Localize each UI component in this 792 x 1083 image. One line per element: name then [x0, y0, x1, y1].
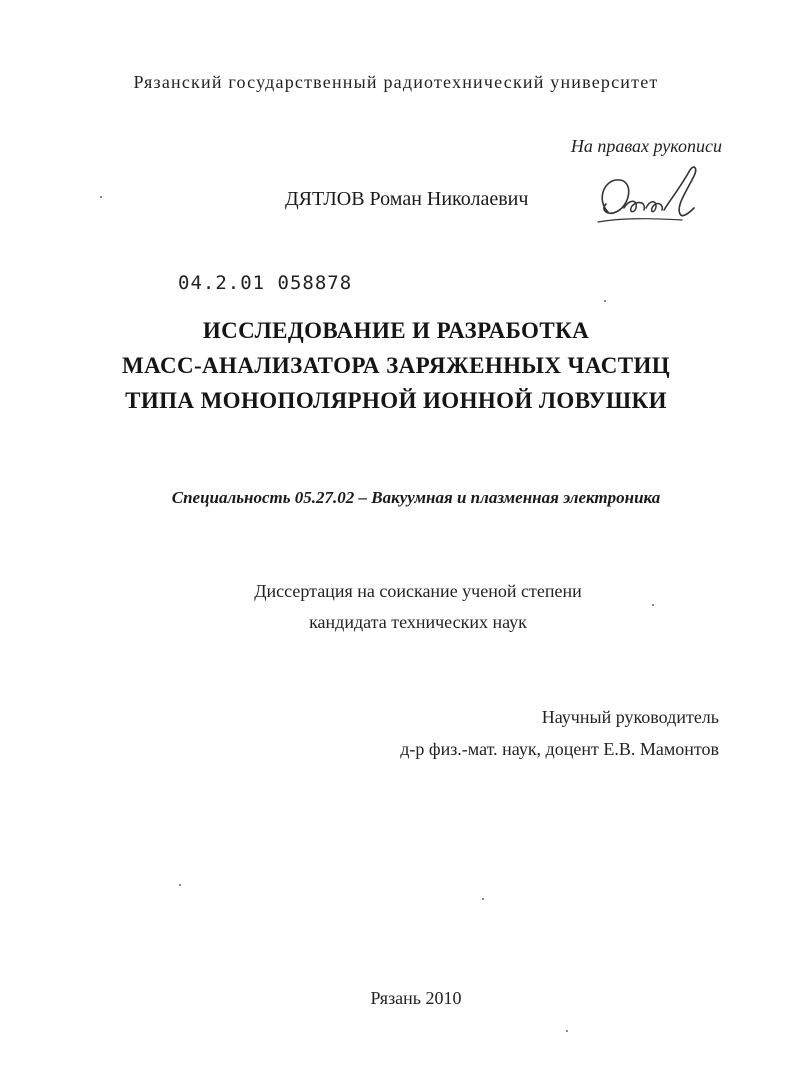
dissertation-line-1: Диссертация на соискание ученой степени — [254, 581, 582, 601]
title-line-2: МАСС-АНАЛИЗАТОРА ЗАРЯЖЕННЫХ ЧАСТИЦ — [121, 353, 671, 378]
scan-speck — [566, 1030, 568, 1032]
city-year: Рязань 2010 — [370, 988, 462, 1008]
rights-notice: На правах рукописи — [570, 136, 722, 156]
scan-speck — [604, 300, 606, 302]
university-name: Рязанский государственный радиотехнический университет — [133, 72, 659, 92]
title-line-3: ТИПА МОНОПОЛЯРНОЙ ИОННОЙ ЛОВУШКИ — [125, 388, 667, 413]
scan-speck — [100, 196, 102, 198]
dissertation-line-2: кандидата технических наук — [309, 612, 527, 632]
supervisor-label: Научный руководитель — [541, 707, 719, 727]
handwritten-signature — [590, 160, 710, 235]
author-name: ДЯТЛОВ Роман Николаевич — [285, 188, 529, 210]
supervisor-name: д-р физ.-мат. наук, доцент Е.В. Мамонтов — [400, 739, 719, 759]
title-line-1: ИССЛЕДОВАНИЕ И РАЗРАБОТКА — [202, 318, 590, 343]
specialty-line: Специальность 05.27.02 – Вакуумная и плазменная электроника — [171, 488, 661, 507]
scan-speck — [652, 604, 654, 606]
scan-speck — [179, 884, 181, 886]
scan-speck — [482, 898, 484, 900]
registry-number: 04.2.01 058878 — [178, 272, 353, 294]
